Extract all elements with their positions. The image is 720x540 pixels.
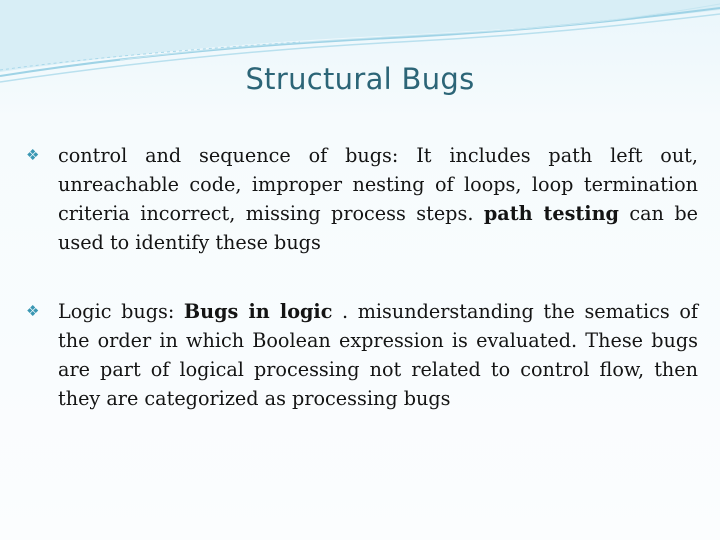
bullet-text: . misunderstanding the sematics of the order in which Boolean expression is evaluated. These bugs are part of logical processing not related to control flow, then they are categorized as processing bugs bbox=[58, 300, 698, 410]
bullet-text: can be used to identify these bugs bbox=[58, 202, 698, 254]
bullet-text: Logic bugs: bbox=[58, 300, 184, 323]
bullet-bold-text: Bugs in logic bbox=[183, 300, 333, 323]
slide-title: Structural Bugs bbox=[245, 62, 475, 96]
swirl-bullet-icon: ❖ bbox=[26, 146, 40, 164]
swirl-bullet-icon: ❖ bbox=[26, 302, 40, 320]
bullet-bold-text: path testing bbox=[483, 202, 619, 225]
bullet-text: control and sequence of bugs: It includes path left out, unreachable code, improper nesting of loops, loop termination criteria incorrect, missing process steps. bbox=[58, 144, 698, 225]
bullet-item-control-sequence bbox=[26, 141, 698, 257]
bullet-item-logic-bugs bbox=[26, 297, 698, 413]
